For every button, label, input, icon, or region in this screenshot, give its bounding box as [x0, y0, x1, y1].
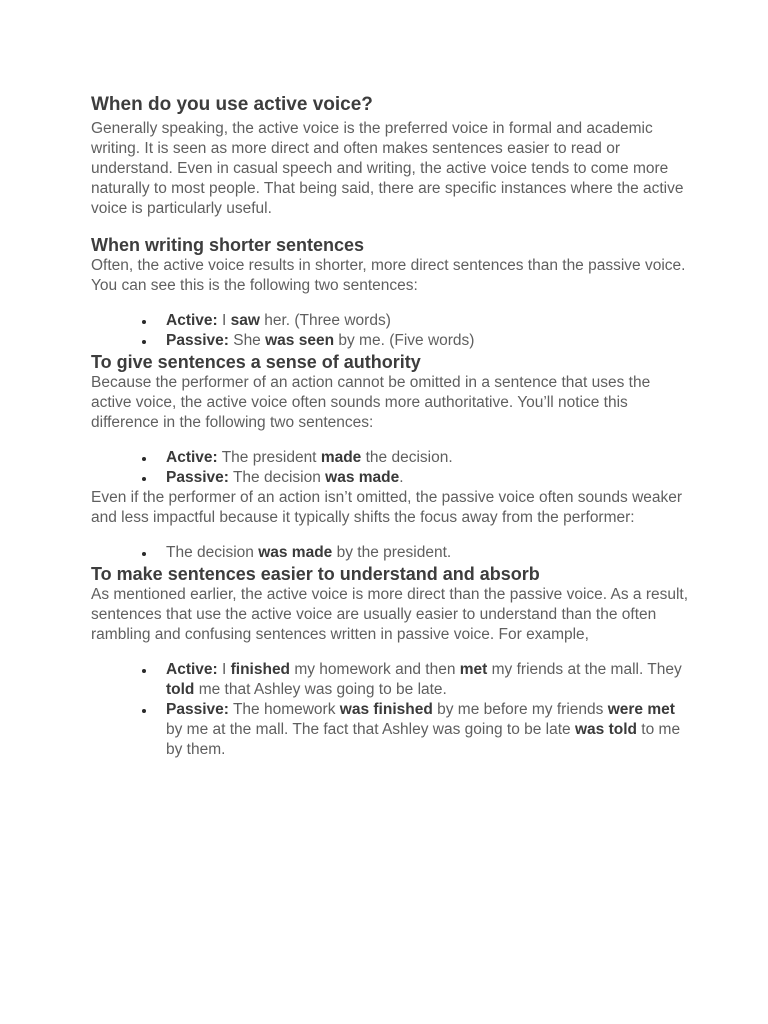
document-page: [91, 93, 691, 760]
bullet-dot: [142, 340, 146, 344]
shorter-sentences-paragraph: Often, the active voice results in shorter, more direct sentences than the passive voice. You can see this is the following two sentences:: [91, 257, 686, 294]
example-list: [91, 660, 691, 760]
passive-weaker-paragraph: Even if the performer of an action isn’t omitted, the passive voice often sounds weaker and less impactful because it typically shifts the focus away from the performer:: [91, 489, 683, 526]
heading-authority: To give sentences a sense of authority: [91, 352, 421, 372]
section-heading-active-voice: When do you use active voice?: [91, 94, 373, 115]
list-item: Active: I finished my homework and then met my friends at the mall. They told me that Ashley was going to be late.: [91, 660, 691, 700]
list-item: The decision was made by the president.: [91, 543, 691, 563]
list-item: Passive: She was seen by me. (Five words): [91, 331, 691, 351]
list-item: Passive: The homework was finished by me before my friends were met by me at the mall. The fact that Ashley was going to be late was told to me by them.: [91, 700, 691, 760]
shorter-sentences-list: [91, 311, 691, 351]
bullet-dot: [142, 669, 146, 673]
bullet-dot: [142, 477, 146, 481]
authority-paragraph: Because the performer of an action cannot be omitted in a sentence that uses the active voice, the active voice often sounds more authoritative. You’ll notice this difference in the following two sentences:: [91, 374, 651, 431]
easier-paragraph: As mentioned earlier, the active voice is more direct than the passive voice. As a result, sentences that use the active voice are usually easier to understand than the often rambling and confusing sentences written in passive voice. For example,: [91, 586, 689, 643]
bullet-dot: [142, 457, 146, 461]
list-item: Active: The president made the decision.: [91, 448, 691, 468]
intro-paragraph: Generally speaking, the active voice is the preferred voice in formal and academic writing. It is seen as more direct and often makes sentences easier to read or understand. Even in casual speech and writing, the active voice tends to come more naturally to most people. That being said, there are specific instances where the active voice is particularly useful.: [91, 120, 684, 217]
bullet-dot: [142, 552, 146, 556]
authority-list: [91, 448, 691, 488]
performer-list: [91, 543, 691, 563]
list-item: Passive: The decision was made.: [91, 468, 691, 488]
heading-shorter-sentences: When writing shorter sentences: [91, 235, 365, 255]
bullet-dot: [142, 320, 146, 324]
list-item: Active: I saw her. (Three words): [91, 311, 691, 331]
heading-easier-to-understand: To make sentences easier to understand and absorb: [91, 564, 540, 584]
bullet-dot: [142, 709, 146, 713]
